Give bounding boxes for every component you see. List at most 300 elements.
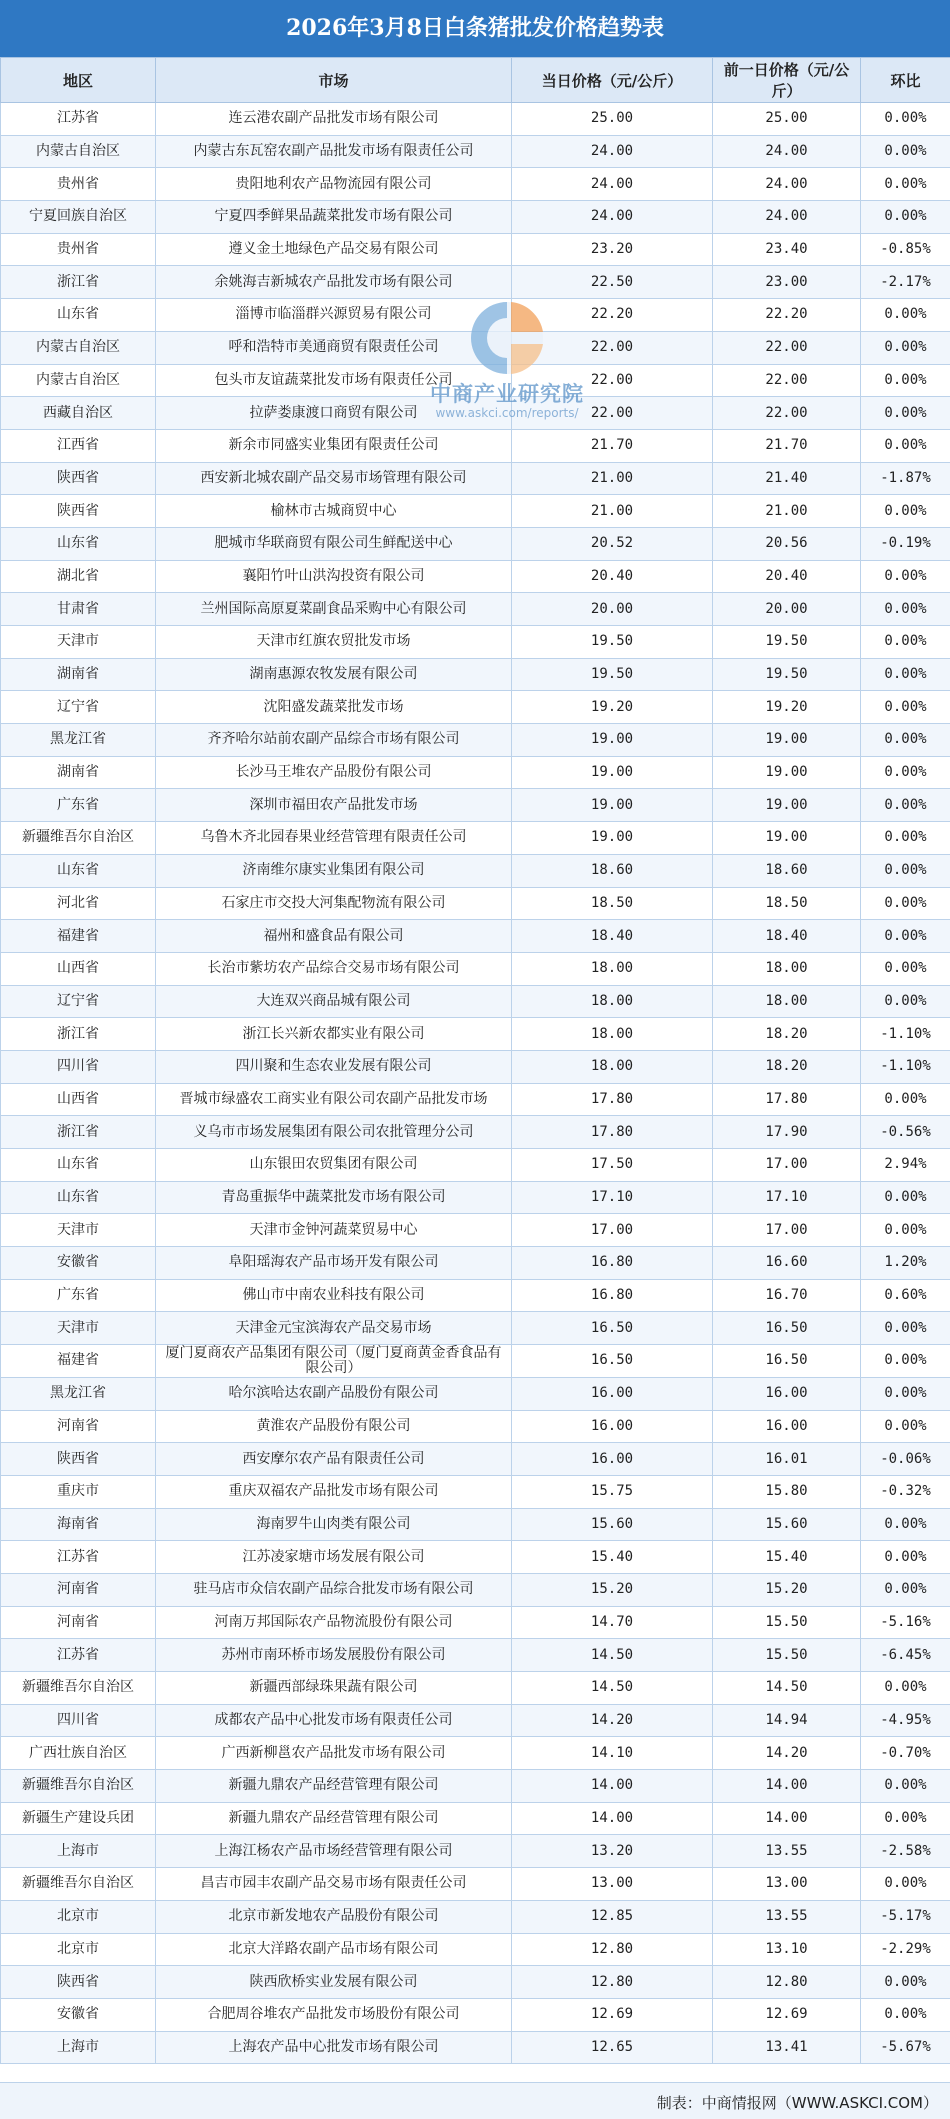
region-cell: 天津市 [1, 626, 156, 659]
change-cell: 1.20% [861, 1247, 950, 1280]
today-price-cell: 20.40 [512, 560, 713, 593]
today-price-cell: 17.10 [512, 1181, 713, 1214]
change-cell: 0.00% [861, 920, 950, 953]
change-cell: -0.06% [861, 1443, 950, 1476]
change-cell: 0.00% [861, 724, 950, 757]
prev-price-cell: 19.00 [713, 789, 861, 822]
change-cell: -0.56% [861, 1116, 950, 1149]
market-cell: 拉萨娄康渡口商贸有限公司 [156, 397, 512, 430]
region-cell: 陕西省 [1, 1443, 156, 1476]
prev-price-cell: 14.94 [713, 1704, 861, 1737]
table-row [1, 331, 950, 364]
market-cell: 海南罗牛山肉类有限公司 [156, 1508, 512, 1541]
change-cell: 0.00% [861, 1083, 950, 1116]
today-price-cell: 14.00 [512, 1770, 713, 1803]
region-cell: 新疆维吾尔自治区 [1, 1770, 156, 1803]
region-cell: 湖南省 [1, 658, 156, 691]
market-cell: 上海江杨农产品市场经营管理有限公司 [156, 1835, 512, 1868]
table-row [1, 1508, 950, 1541]
market-cell: 青岛重振华中蔬菜批发市场有限公司 [156, 1181, 512, 1214]
prev-price-cell: 18.60 [713, 854, 861, 887]
change-cell: -1.10% [861, 1018, 950, 1051]
change-cell: -5.16% [861, 1606, 950, 1639]
prev-price-cell: 22.20 [713, 299, 861, 332]
change-cell: -5.67% [861, 2031, 950, 2064]
region-cell: 福建省 [1, 920, 156, 953]
table-row [1, 854, 950, 887]
table-row [1, 1279, 950, 1312]
change-cell: -2.17% [861, 266, 950, 299]
prev-price-cell: 15.50 [713, 1606, 861, 1639]
prev-price-cell: 22.00 [713, 331, 861, 364]
today-price-cell: 16.80 [512, 1247, 713, 1280]
table-body [1, 103, 950, 2064]
change-cell: 0.00% [861, 201, 950, 234]
region-cell: 贵州省 [1, 168, 156, 201]
today-price-cell: 19.50 [512, 658, 713, 691]
prev-price-cell: 16.50 [713, 1345, 861, 1378]
market-cell: 遵义金土地绿色产品交易有限公司 [156, 233, 512, 266]
market-cell: 天津市红旗农贸批发市场 [156, 626, 512, 659]
prev-price-cell: 17.00 [713, 1149, 861, 1182]
table-row [1, 789, 950, 822]
table-row [1, 1181, 950, 1214]
prev-price-cell: 21.00 [713, 495, 861, 528]
today-price-cell: 24.00 [512, 201, 713, 234]
prev-price-cell: 18.20 [713, 1018, 861, 1051]
change-cell: 0.00% [861, 1541, 950, 1574]
region-cell: 西藏自治区 [1, 397, 156, 430]
market-cell: 深圳市福田农产品批发市场 [156, 789, 512, 822]
region-cell: 上海市 [1, 2031, 156, 2064]
prev-price-cell: 13.55 [713, 1835, 861, 1868]
table-row [1, 1312, 950, 1345]
change-cell: 0.00% [861, 1966, 950, 1999]
region-cell: 北京市 [1, 1933, 156, 1966]
market-cell: 包头市友谊蔬菜批发市场有限责任公司 [156, 364, 512, 397]
change-cell: 0.00% [861, 299, 950, 332]
change-cell: -0.32% [861, 1475, 950, 1508]
today-price-cell: 18.00 [512, 952, 713, 985]
table-row [1, 1868, 950, 1901]
prev-price-cell: 19.50 [713, 658, 861, 691]
prev-price-cell: 18.40 [713, 920, 861, 953]
change-cell: -6.45% [861, 1639, 950, 1672]
prev-price-cell: 17.10 [713, 1181, 861, 1214]
table-row [1, 397, 950, 430]
change-cell: 0.00% [861, 1770, 950, 1803]
market-cell: 新余市同盛实业集团有限责任公司 [156, 429, 512, 462]
change-cell: 0.00% [861, 854, 950, 887]
table-row [1, 135, 950, 168]
table-row [1, 822, 950, 855]
change-cell: -0.70% [861, 1737, 950, 1770]
region-cell: 新疆维吾尔自治区 [1, 1868, 156, 1901]
table-row [1, 1835, 950, 1868]
region-cell: 浙江省 [1, 1116, 156, 1149]
change-cell: 0.00% [861, 691, 950, 724]
watermark-text: 中商产业研究院 [430, 382, 584, 406]
today-price-cell: 22.00 [512, 331, 713, 364]
change-cell: 0.00% [861, 1345, 950, 1378]
today-price-cell: 14.70 [512, 1606, 713, 1639]
change-cell: -5.17% [861, 1900, 950, 1933]
prev-price-cell: 14.50 [713, 1672, 861, 1705]
table-row [1, 266, 950, 299]
region-cell: 新疆维吾尔自治区 [1, 822, 156, 855]
prev-price-cell: 15.50 [713, 1639, 861, 1672]
region-cell: 广东省 [1, 1279, 156, 1312]
region-cell: 福建省 [1, 1345, 156, 1378]
today-price-cell: 12.80 [512, 1933, 713, 1966]
table-row [1, 1966, 950, 1999]
region-cell: 广东省 [1, 789, 156, 822]
market-cell: 齐齐哈尔站前农副产品综合市场有限公司 [156, 724, 512, 757]
market-cell: 浙江长兴新农都实业有限公司 [156, 1018, 512, 1051]
today-price-cell: 16.80 [512, 1279, 713, 1312]
change-cell: 0.00% [861, 331, 950, 364]
region-cell: 江苏省 [1, 1639, 156, 1672]
prev-price-cell: 16.01 [713, 1443, 861, 1476]
change-cell: 2.94% [861, 1149, 950, 1182]
table-row [1, 1116, 950, 1149]
today-price-cell: 15.40 [512, 1541, 713, 1574]
today-price-cell: 22.00 [512, 397, 713, 430]
table-row [1, 462, 950, 495]
prev-price-cell: 12.69 [713, 1998, 861, 2031]
prev-price-cell: 24.00 [713, 135, 861, 168]
market-cell: 长沙马王堆农产品股份有限公司 [156, 756, 512, 789]
prev-price-cell: 17.00 [713, 1214, 861, 1247]
today-price-cell: 14.50 [512, 1639, 713, 1672]
change-cell: -4.95% [861, 1704, 950, 1737]
market-cell: 沈阳盛发蔬菜批发市场 [156, 691, 512, 724]
column-header-region: 地区 [1, 58, 156, 103]
market-cell: 重庆双福农产品批发市场有限公司 [156, 1475, 512, 1508]
today-price-cell: 21.00 [512, 462, 713, 495]
prev-price-cell: 20.00 [713, 593, 861, 626]
today-price-cell: 15.60 [512, 1508, 713, 1541]
today-price-cell: 19.50 [512, 626, 713, 659]
region-cell: 四川省 [1, 1050, 156, 1083]
table-row [1, 920, 950, 953]
today-price-cell: 22.00 [512, 364, 713, 397]
region-cell: 安徽省 [1, 1998, 156, 2031]
market-cell: 成都农产品中心批发市场有限责任公司 [156, 1704, 512, 1737]
region-cell: 山西省 [1, 952, 156, 985]
region-cell: 新疆维吾尔自治区 [1, 1672, 156, 1705]
today-price-cell: 14.20 [512, 1704, 713, 1737]
prev-price-cell: 15.20 [713, 1573, 861, 1606]
prev-price-cell: 20.56 [713, 527, 861, 560]
region-cell: 山东省 [1, 527, 156, 560]
region-cell: 北京市 [1, 1900, 156, 1933]
market-cell: 黄淮农产品股份有限公司 [156, 1410, 512, 1443]
today-price-cell: 15.20 [512, 1573, 713, 1606]
table-row [1, 1770, 950, 1803]
region-cell: 天津市 [1, 1214, 156, 1247]
prev-price-cell: 24.00 [713, 201, 861, 234]
change-cell: 0.60% [861, 1279, 950, 1312]
today-price-cell: 18.00 [512, 1050, 713, 1083]
region-cell: 河南省 [1, 1410, 156, 1443]
market-cell: 新疆西部绿珠果蔬有限公司 [156, 1672, 512, 1705]
change-cell: 0.00% [861, 1868, 950, 1901]
prev-price-cell: 23.00 [713, 266, 861, 299]
change-cell: 0.00% [861, 756, 950, 789]
table-row [1, 103, 950, 136]
prev-price-cell: 13.00 [713, 1868, 861, 1901]
market-cell: 大连双兴商品城有限公司 [156, 985, 512, 1018]
prev-price-cell: 15.80 [713, 1475, 861, 1508]
change-cell: 0.00% [861, 397, 950, 430]
region-cell: 陕西省 [1, 495, 156, 528]
today-price-cell: 25.00 [512, 103, 713, 136]
today-price-cell: 18.60 [512, 854, 713, 887]
table-row [1, 1541, 950, 1574]
today-price-cell: 14.10 [512, 1737, 713, 1770]
prev-price-cell: 19.20 [713, 691, 861, 724]
market-cell: 阜阳瑶海农产品市场开发有限公司 [156, 1247, 512, 1280]
change-cell: 0.00% [861, 1214, 950, 1247]
market-cell: 榆林市古城商贸中心 [156, 495, 512, 528]
today-price-cell: 12.65 [512, 2031, 713, 2064]
table-row [1, 1737, 950, 1770]
region-cell: 山东省 [1, 1181, 156, 1214]
today-price-cell: 16.50 [512, 1345, 713, 1378]
prev-price-cell: 13.55 [713, 1900, 861, 1933]
change-cell: 0.00% [861, 429, 950, 462]
today-price-cell: 18.50 [512, 887, 713, 920]
region-cell: 辽宁省 [1, 691, 156, 724]
region-cell: 山东省 [1, 299, 156, 332]
today-price-cell: 12.69 [512, 1998, 713, 2031]
table-row [1, 527, 950, 560]
market-cell: 西安摩尔农产品有限责任公司 [156, 1443, 512, 1476]
today-price-cell: 14.00 [512, 1802, 713, 1835]
prev-price-cell: 14.00 [713, 1802, 861, 1835]
today-price-cell: 24.00 [512, 135, 713, 168]
market-cell: 长治市紫坊农产品综合交易市场有限公司 [156, 952, 512, 985]
table-row [1, 756, 950, 789]
change-cell: 0.00% [861, 1508, 950, 1541]
prev-price-cell: 15.60 [713, 1508, 861, 1541]
market-cell: 山东银田农贸集团有限公司 [156, 1149, 512, 1182]
change-cell: 0.00% [861, 985, 950, 1018]
change-cell: 0.00% [861, 103, 950, 136]
prev-price-cell: 20.40 [713, 560, 861, 593]
table-row [1, 1149, 950, 1182]
region-cell: 陕西省 [1, 462, 156, 495]
table-row [1, 1475, 950, 1508]
prev-price-cell: 18.50 [713, 887, 861, 920]
region-cell: 浙江省 [1, 266, 156, 299]
today-price-cell: 17.80 [512, 1083, 713, 1116]
market-cell: 北京市新发地农产品股份有限公司 [156, 1900, 512, 1933]
table-row [1, 168, 950, 201]
today-price-cell: 13.00 [512, 1868, 713, 1901]
market-cell: 合肥周谷堆农产品批发市场股份有限公司 [156, 1998, 512, 2031]
table-row [1, 2031, 950, 2064]
market-cell: 佛山市中南农业科技有限公司 [156, 1279, 512, 1312]
region-cell: 江西省 [1, 429, 156, 462]
table-row [1, 1443, 950, 1476]
column-header-change: 环比 [861, 58, 950, 103]
table-row [1, 233, 950, 266]
table-row [1, 1050, 950, 1083]
region-cell: 上海市 [1, 1835, 156, 1868]
market-cell: 上海农产品中心批发市场有限公司 [156, 2031, 512, 2064]
today-price-cell: 19.00 [512, 756, 713, 789]
prev-price-cell: 13.41 [713, 2031, 861, 2064]
change-cell: 0.00% [861, 1181, 950, 1214]
table-row [1, 495, 950, 528]
change-cell: 0.00% [861, 1573, 950, 1606]
prev-price-cell: 16.00 [713, 1410, 861, 1443]
change-cell: -0.19% [861, 527, 950, 560]
market-cell: 广西新柳邕农产品批发市场有限公司 [156, 1737, 512, 1770]
region-cell: 辽宁省 [1, 985, 156, 1018]
today-price-cell: 18.00 [512, 1018, 713, 1051]
market-cell: 驻马店市众信农副产品综合批发市场有限公司 [156, 1573, 512, 1606]
watermark-url: www.askci.com/reports/ [435, 406, 579, 420]
market-cell: 贵阳地利农产品物流园有限公司 [156, 168, 512, 201]
table-row [1, 1345, 950, 1378]
market-cell: 河南万邦国际农产品物流股份有限公司 [156, 1606, 512, 1639]
today-price-cell: 20.00 [512, 593, 713, 626]
today-price-cell: 12.85 [512, 1900, 713, 1933]
change-cell: -1.87% [861, 462, 950, 495]
change-cell: 0.00% [861, 658, 950, 691]
market-cell: 新疆九鼎农产品经营管理有限公司 [156, 1770, 512, 1803]
change-cell: 0.00% [861, 822, 950, 855]
change-cell: 0.00% [861, 626, 950, 659]
today-price-cell: 22.20 [512, 299, 713, 332]
market-cell: 内蒙古东瓦窑农副产品批发市场有限责任公司 [156, 135, 512, 168]
change-cell: 0.00% [861, 495, 950, 528]
market-cell: 北京大洋路农副产品市场有限公司 [156, 1933, 512, 1966]
prev-price-cell: 24.00 [713, 168, 861, 201]
today-price-cell: 19.00 [512, 822, 713, 855]
change-cell: 0.00% [861, 1672, 950, 1705]
market-cell: 苏州市南环桥市场发展股份有限公司 [156, 1639, 512, 1672]
today-price-cell: 18.40 [512, 920, 713, 953]
table-row [1, 658, 950, 691]
market-cell: 济南维尔康实业集团有限公司 [156, 854, 512, 887]
region-cell: 安徽省 [1, 1247, 156, 1280]
change-cell: 0.00% [861, 1312, 950, 1345]
region-cell: 河南省 [1, 1606, 156, 1639]
prev-price-cell: 18.20 [713, 1050, 861, 1083]
region-cell: 陕西省 [1, 1966, 156, 1999]
region-cell: 江苏省 [1, 103, 156, 136]
market-cell: 淄博市临淄群兴源贸易有限公司 [156, 299, 512, 332]
today-price-cell: 12.80 [512, 1966, 713, 1999]
prev-price-cell: 15.40 [713, 1541, 861, 1574]
region-cell: 山东省 [1, 1149, 156, 1182]
table-row [1, 364, 950, 397]
prev-price-cell: 18.00 [713, 985, 861, 1018]
change-cell: -2.58% [861, 1835, 950, 1868]
prev-price-cell: 19.00 [713, 724, 861, 757]
table-row [1, 1606, 950, 1639]
market-cell: 湖南惠源农牧发展有限公司 [156, 658, 512, 691]
table-row [1, 626, 950, 659]
today-price-cell: 18.00 [512, 985, 713, 1018]
region-cell: 山东省 [1, 854, 156, 887]
market-cell: 新疆九鼎农产品经营管理有限公司 [156, 1802, 512, 1835]
change-cell: 0.00% [861, 1377, 950, 1410]
price-table [0, 57, 950, 2064]
table-row [1, 1214, 950, 1247]
header-row [1, 58, 950, 103]
market-cell: 余姚海吉新城农产品批发市场有限公司 [156, 266, 512, 299]
table-row [1, 429, 950, 462]
prev-price-cell: 13.10 [713, 1933, 861, 1966]
market-cell: 乌鲁木齐北园春果业经营管理有限责任公司 [156, 822, 512, 855]
today-price-cell: 14.50 [512, 1672, 713, 1705]
region-cell: 黑龙江省 [1, 724, 156, 757]
region-cell: 河北省 [1, 887, 156, 920]
change-cell: 0.00% [861, 1410, 950, 1443]
table-row [1, 1900, 950, 1933]
table-row [1, 560, 950, 593]
footer [0, 2082, 950, 2119]
market-cell: 兰州国际高原夏菜副食品采购中心有限公司 [156, 593, 512, 626]
prev-price-cell: 14.00 [713, 1770, 861, 1803]
prev-price-cell: 16.50 [713, 1312, 861, 1345]
region-cell: 浙江省 [1, 1018, 156, 1051]
today-price-cell: 17.00 [512, 1214, 713, 1247]
region-cell: 海南省 [1, 1508, 156, 1541]
region-cell: 重庆市 [1, 1475, 156, 1508]
prev-price-cell: 19.50 [713, 626, 861, 659]
today-price-cell: 17.80 [512, 1116, 713, 1149]
region-cell: 甘肃省 [1, 593, 156, 626]
market-cell: 哈尔滨哈达农副产品股份有限公司 [156, 1377, 512, 1410]
today-price-cell: 13.20 [512, 1835, 713, 1868]
prev-price-cell: 16.60 [713, 1247, 861, 1280]
today-price-cell: 19.00 [512, 789, 713, 822]
region-cell: 湖南省 [1, 756, 156, 789]
market-cell: 天津金元宝滨海农产品交易市场 [156, 1312, 512, 1345]
prev-price-cell: 25.00 [713, 103, 861, 136]
table-row [1, 952, 950, 985]
prev-price-cell: 16.00 [713, 1377, 861, 1410]
prev-price-cell: 22.00 [713, 364, 861, 397]
change-cell: 0.00% [861, 560, 950, 593]
today-price-cell: 16.00 [512, 1377, 713, 1410]
change-cell: 0.00% [861, 1802, 950, 1835]
today-price-cell: 16.00 [512, 1410, 713, 1443]
region-cell: 天津市 [1, 1312, 156, 1345]
table-row [1, 1018, 950, 1051]
table-row [1, 1410, 950, 1443]
table-row [1, 691, 950, 724]
prev-price-cell: 14.20 [713, 1737, 861, 1770]
today-price-cell: 15.75 [512, 1475, 713, 1508]
region-cell: 四川省 [1, 1704, 156, 1737]
market-cell: 呼和浩特市美通商贸有限责任公司 [156, 331, 512, 364]
table-row [1, 593, 950, 626]
region-cell: 内蒙古自治区 [1, 331, 156, 364]
today-price-cell: 19.20 [512, 691, 713, 724]
footer-credit: 制表：中商情报网（WWW.ASKCI.COM） [656, 2094, 938, 2112]
market-cell: 天津市金钟河蔬菜贸易中心 [156, 1214, 512, 1247]
prev-price-cell: 19.00 [713, 756, 861, 789]
market-cell: 义乌市市场发展集团有限公司农批管理分公司 [156, 1116, 512, 1149]
change-cell: -1.10% [861, 1050, 950, 1083]
